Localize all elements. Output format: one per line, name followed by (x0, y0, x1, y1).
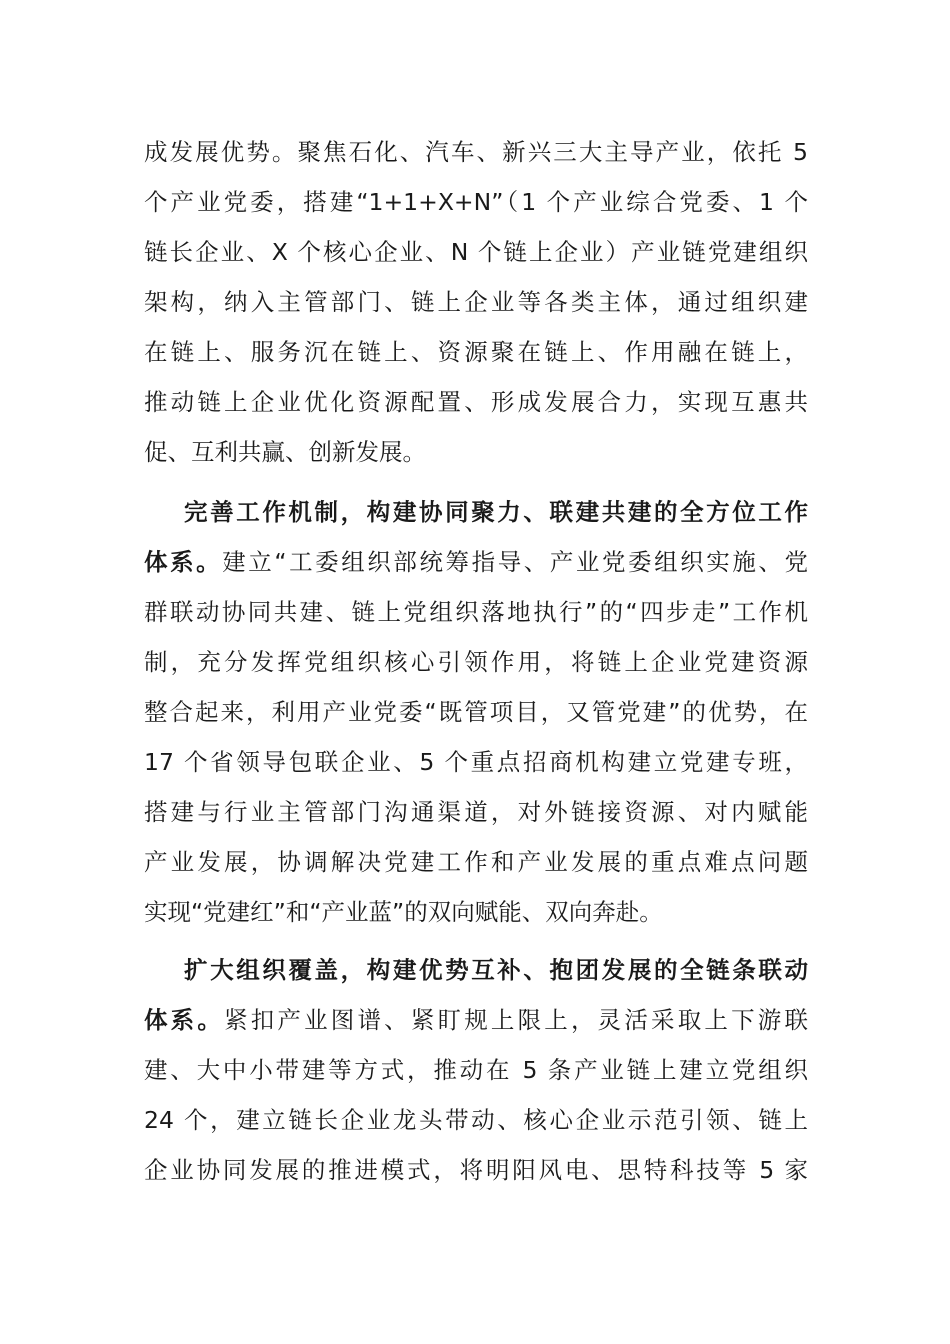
paragraph-line: 建、大中小带建等方式，推动在 5 条产业链上建立党组织 (144, 1056, 808, 1084)
paragraph-line: 群联动协同共建、链上党组织落地执行”的“四步走”工作机 (144, 598, 808, 626)
paragraph-heading-line: 完善工作机制，构建协同聚力、联建共建的全方位工作 (184, 498, 808, 526)
paragraph-line: 实现“党建红”和“产业蓝”的双向赋能、双向奔赴。 (144, 898, 663, 926)
paragraph-line: 架构，纳入主管部门、链上企业等各类主体，通过组织建 (144, 288, 808, 316)
paragraph-line: 体系。紧扣产业图谱、紧盯规上限上，灵活采取上下游联 (144, 1006, 808, 1034)
paragraph-line: 产业发展，协调解决党建工作和产业发展的重点难点问题 (144, 848, 808, 876)
paragraph-line: 促、互利共赢、创新发展。 (144, 438, 426, 466)
paragraph-line: 个产业党委，搭建“1+1+X+N”（1 个产业综合党委、1 个 (144, 188, 808, 216)
paragraph-line: 体系。建立“工委组织部统筹指导、产业党委组织实施、党 (144, 548, 808, 576)
paragraph-2 (144, 487, 808, 937)
paragraph-line: 企业协同发展的推进模式，将明阳风电、思特科技等 5 家 (144, 1156, 808, 1184)
paragraph-line: 17 个省领导包联企业、5 个重点招商机构建立党建专班， (144, 748, 808, 776)
paragraph-line: 链长企业、X 个核心企业、N 个链上企业）产业链党建组织 (144, 238, 808, 266)
paragraph-line: 推动链上企业优化资源配置、形成发展合力，实现互惠共 (144, 388, 808, 416)
paragraph-line: 成发展优势。聚焦石化、汽车、新兴三大主导产业，依托 5 (144, 138, 808, 166)
paragraph-line: 搭建与行业主管部门沟通渠道，对外链接资源、对内赋能 (144, 798, 808, 826)
paragraph-line: 24 个，建立链长企业龙头带动、核心企业示范引领、链上 (144, 1106, 808, 1134)
paragraph-heading-line: 扩大组织覆盖，构建优势互补、抱团发展的全链条联动 (184, 956, 808, 984)
paragraph-1 (144, 127, 808, 477)
paragraph-3 (144, 945, 808, 1195)
paragraph-line: 制，充分发挥党组织核心引领作用，将链上企业党建资源 (144, 648, 808, 676)
paragraph-line: 整合起来，利用产业党委“既管项目，又管党建”的优势，在 (144, 698, 808, 726)
paragraph-line: 在链上、服务沉在链上、资源聚在链上、作用融在链上， (144, 338, 808, 366)
